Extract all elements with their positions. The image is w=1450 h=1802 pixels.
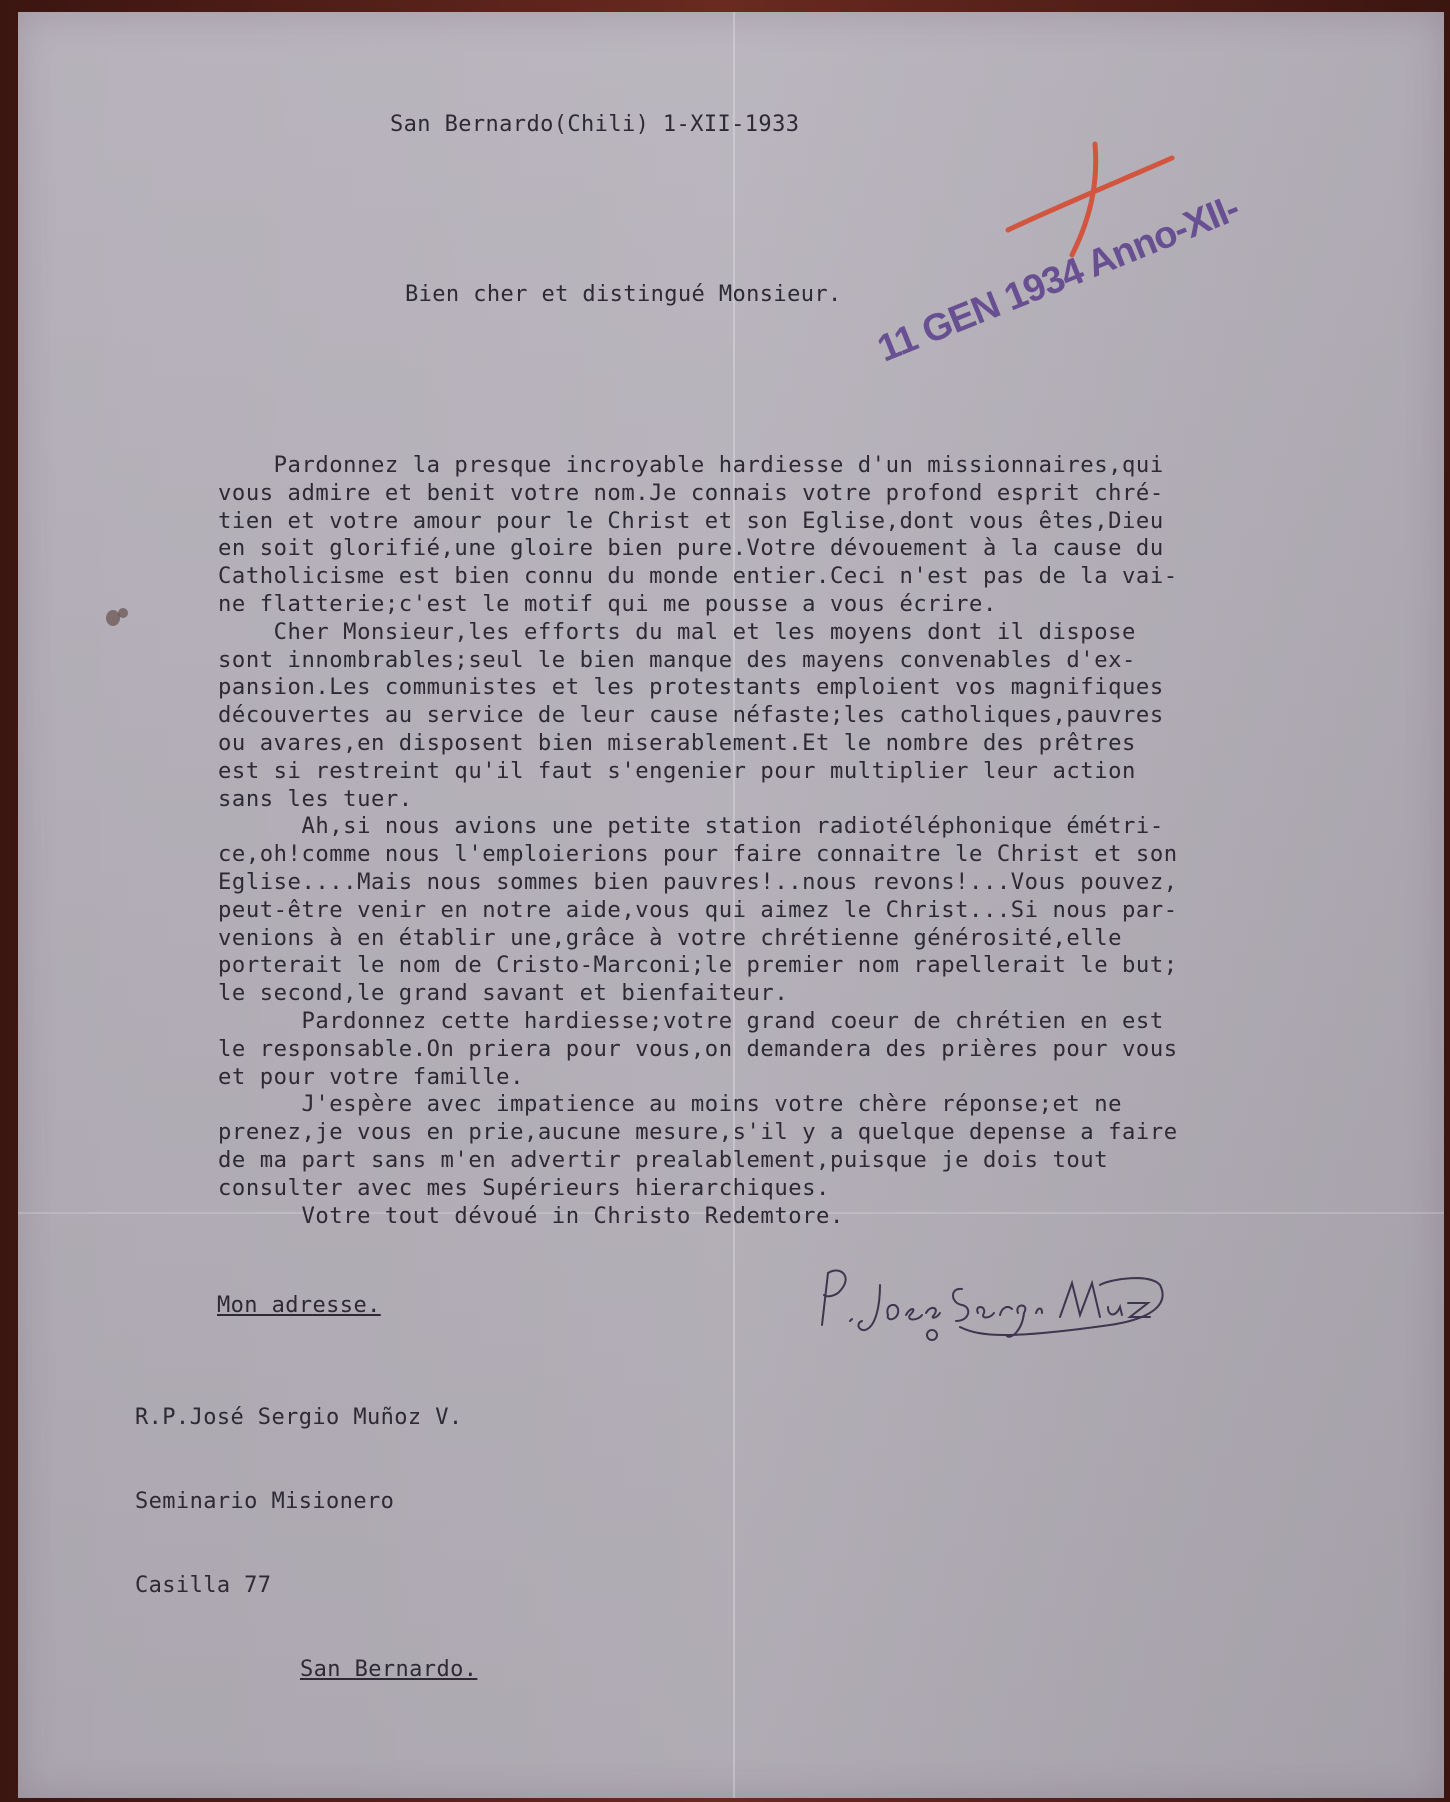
letter-body — [218, 452, 1178, 1230]
body-line: découvertes au service de leur cause néfaste;les catholiques,pauvres — [218, 702, 1164, 729]
body-line: venions à en établir une,grâce à votre chrétienne générosité,elle — [218, 924, 1123, 951]
address-label: Mon adresse. — [217, 1293, 381, 1318]
body-line: consulter avec mes Supérieurs hierarchiques. — [218, 1174, 830, 1201]
body-line: et pour votre famille. — [218, 1063, 524, 1090]
body-line: J'espère avec impatience au moins votre chère réponse;et ne — [218, 1091, 1123, 1118]
body-line: ne flatterie;c'est le motif qui me pousse a vous écrire. — [218, 590, 997, 617]
body-line: le second,le grand savant et bienfaiteur. — [218, 980, 789, 1007]
salutation: Bien cher et distingué Monsieur. — [405, 282, 842, 307]
body-line: ce,oh!comme nous l'emploierions pour faire connaitre le Christ et son — [218, 841, 1178, 868]
body-line: Catholicisme est bien connu du monde entier.Ceci n'est pas de la vai- — [218, 563, 1178, 590]
body-line: Votre tout dévoué in Christo Redemtore. — [218, 1202, 844, 1229]
address-line: Seminario Misionero — [135, 1489, 395, 1514]
body-line: porterait le nom de Cristo-Marconi;le premier nom rapellerait le but; — [218, 952, 1178, 979]
body-line: est si restreint qu'il faut s'engenier pour multiplier leur action — [218, 757, 1136, 784]
body-line: ou avares,en disposent bien miserablement.Et le nombre des prêtres — [218, 729, 1136, 756]
body-line: pansion.Les communistes et les protestants emploient vos magnifiques — [218, 674, 1164, 701]
date-stamp: 11 GEN 1934 Anno-XII- — [871, 187, 1245, 371]
body-line: Cher Monsieur,les efforts du mal et les moyens dont il dispose — [218, 618, 1136, 645]
body-line: Pardonnez cette hardiesse;votre grand coeur de chrétien en est — [218, 1007, 1164, 1034]
date-line: San Bernardo(Chili) 1-XII-1933 — [390, 112, 800, 137]
body-line: tien et votre amour pour le Christ et son Eglise,dont vous êtes,Dieu — [218, 507, 1164, 534]
body-line: Eglise....Mais nous sommes bien pauvres!..nous revons!...Vous pouvez, — [218, 868, 1178, 895]
body-line: de ma part sans m'en advertir prealablement,puisque je dois tout — [218, 1146, 1109, 1173]
body-line: vous admire et benit votre nom.Je connais votre profond esprit chré- — [218, 479, 1164, 506]
body-line: sont innombrables;seul le bien manque des mayens convenables d'ex- — [218, 646, 1136, 673]
address-line: Casilla 77 — [135, 1573, 272, 1598]
sender-address — [135, 1348, 477, 1712]
body-line: Ah,si nous avions une petite station radiotéléphonique émétri- — [218, 813, 1164, 840]
paper-stain — [118, 608, 128, 618]
body-line: sans les tuer. — [218, 785, 413, 812]
address-city: San Bernardo. — [300, 1657, 478, 1682]
body-line: en soit glorifié,une gloire bien pure.Votre dévouement à la cause du — [218, 535, 1164, 562]
body-line: Pardonnez la presque incroyable hardiesse d'un missionnaires,qui — [218, 452, 1164, 478]
handwritten-signature — [810, 1255, 1180, 1345]
body-line: le responsable.On priera pour vous,on demandera des prières pour vous — [218, 1035, 1178, 1062]
body-line: peut-être venir en notre aide,vous qui aimez le Christ...Si nous par- — [218, 896, 1178, 923]
address-line: R.P.José Sergio Muñoz V. — [135, 1405, 463, 1430]
body-line: prenez,je vous en prie,aucune mesure,s'il y a quelque depense a faire — [218, 1119, 1178, 1146]
